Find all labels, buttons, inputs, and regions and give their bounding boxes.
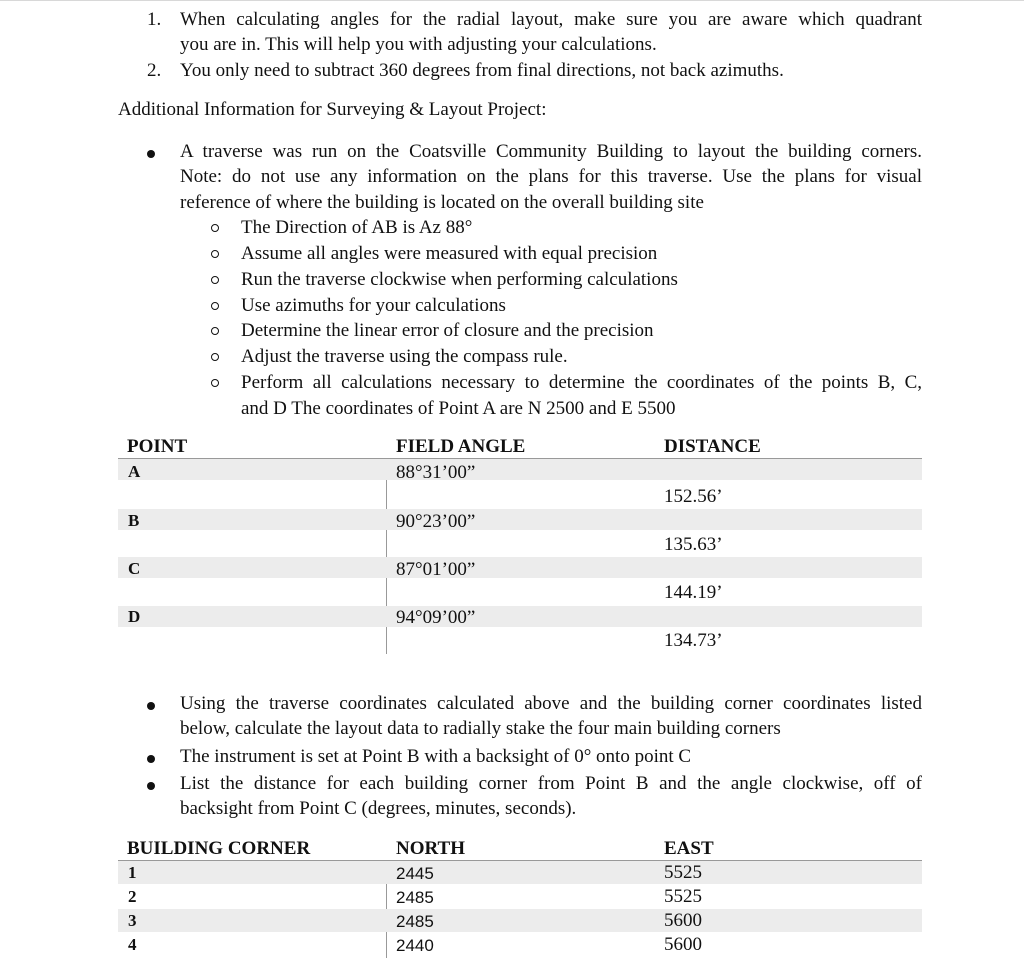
point-label: D [128, 607, 141, 626]
east-value: 5600 [664, 910, 702, 931]
building-corner-header: BUILDING CORNER [127, 838, 311, 859]
sub-item: The Direction of AB is Az 88° [241, 217, 473, 238]
sub-item-continuation: and D The coordinates of Point A are N 2500 and E 5500 [241, 398, 676, 419]
field-angle: 87°01’00” [396, 559, 476, 580]
note-1-line-1: When calculating angles for the radial layout, make sure you are aware which quadrant [180, 9, 922, 30]
north-value: 2440 [396, 936, 434, 955]
note-1-line-2: you are in. This will help you with adjusting your calculations. [180, 34, 657, 55]
row-shading [118, 861, 922, 884]
corner-number: 1 [128, 863, 137, 882]
field-angle: 94°09’00” [396, 607, 476, 628]
row-shading [118, 509, 922, 530]
hollow-bullet-icon [211, 379, 219, 387]
sub-item: Determine the linear error of closure and the precision [241, 320, 654, 341]
point-header: POINT [127, 436, 188, 457]
sub-item: Assume all angles were measured with equal precision [241, 243, 658, 264]
north-header: NORTH [396, 838, 466, 859]
row-shading [118, 459, 922, 480]
corner-number: 3 [128, 911, 137, 930]
north-value: 2485 [396, 888, 434, 907]
field-angle: 90°23’00” [396, 511, 476, 532]
bullet-icon [147, 755, 155, 763]
note-2-line-1: You only need to subtract 360 degrees from final directions, not back azimuths. [180, 60, 784, 81]
section-heading: Additional Information for Surveying & Layout Project: [118, 99, 547, 120]
east-header: EAST [664, 838, 714, 859]
field-angle-header: FIELD ANGLE [396, 436, 526, 457]
distance: 134.73’ [664, 630, 723, 651]
north-value: 2445 [396, 864, 434, 883]
bullet-icon [147, 150, 155, 158]
layout-bullet-3-line-2: backsight from Point C (degrees, minutes, seconds). [180, 798, 577, 819]
layout-bullet-1-line-2: below, calculate the layout data to radially stake the four main building corners [180, 718, 781, 739]
east-value: 5525 [664, 886, 702, 907]
hollow-bullet-icon [211, 302, 219, 310]
page-top-rule [0, 0, 1024, 1]
field-angle: 88°31’00” [396, 462, 476, 483]
point-label: A [128, 462, 141, 481]
east-value: 5525 [664, 862, 702, 883]
point-label: C [128, 559, 141, 578]
corner-number: 4 [128, 935, 137, 954]
point-label: B [128, 511, 140, 530]
hollow-bullet-icon [211, 224, 219, 232]
east-value: 5600 [664, 934, 702, 955]
hollow-bullet-icon [211, 250, 219, 258]
north-value: 2485 [396, 912, 434, 931]
distance: 135.63’ [664, 534, 723, 555]
distance: 144.19’ [664, 582, 723, 603]
sub-item: Adjust the traverse using the compass rule. [241, 346, 568, 367]
note-1-number: 1. [147, 9, 162, 30]
sub-item: Run the traverse clockwise when performing calculations [241, 269, 678, 290]
layout-bullet-1-line-1: Using the traverse coordinates calculated above and the building corner coordinates listed [180, 693, 922, 714]
intro-line-3: reference of where the building is located on the overall building site [180, 192, 704, 213]
corner-number: 2 [128, 887, 137, 906]
note-2-number: 2. [147, 60, 162, 81]
row-shading [118, 606, 922, 627]
row-shading [118, 557, 922, 578]
layout-bullet-2: The instrument is set at Point B with a backsight of 0° onto point C [180, 746, 692, 767]
sub-item: Perform all calculations necessary to determine the coordinates of the points B, C, [241, 372, 922, 393]
intro-line-2: Note: do not use any information on the plans for this traverse. Use the plans for visual [180, 166, 922, 187]
layout-bullet-3-line-1: List the distance for each building corner from Point B and the angle clockwise, off of [180, 773, 922, 794]
bullet-icon [147, 702, 155, 710]
distance-header: DISTANCE [664, 436, 761, 457]
intro-line-1: A traverse was run on the Coatsville Community Building to layout the building corners. [180, 141, 922, 162]
row-shading [118, 909, 922, 932]
hollow-bullet-icon [211, 353, 219, 361]
sub-item: Use azimuths for your calculations [241, 295, 506, 316]
hollow-bullet-icon [211, 327, 219, 335]
hollow-bullet-icon [211, 276, 219, 284]
distance: 152.56’ [664, 486, 723, 507]
bullet-icon [147, 782, 155, 790]
